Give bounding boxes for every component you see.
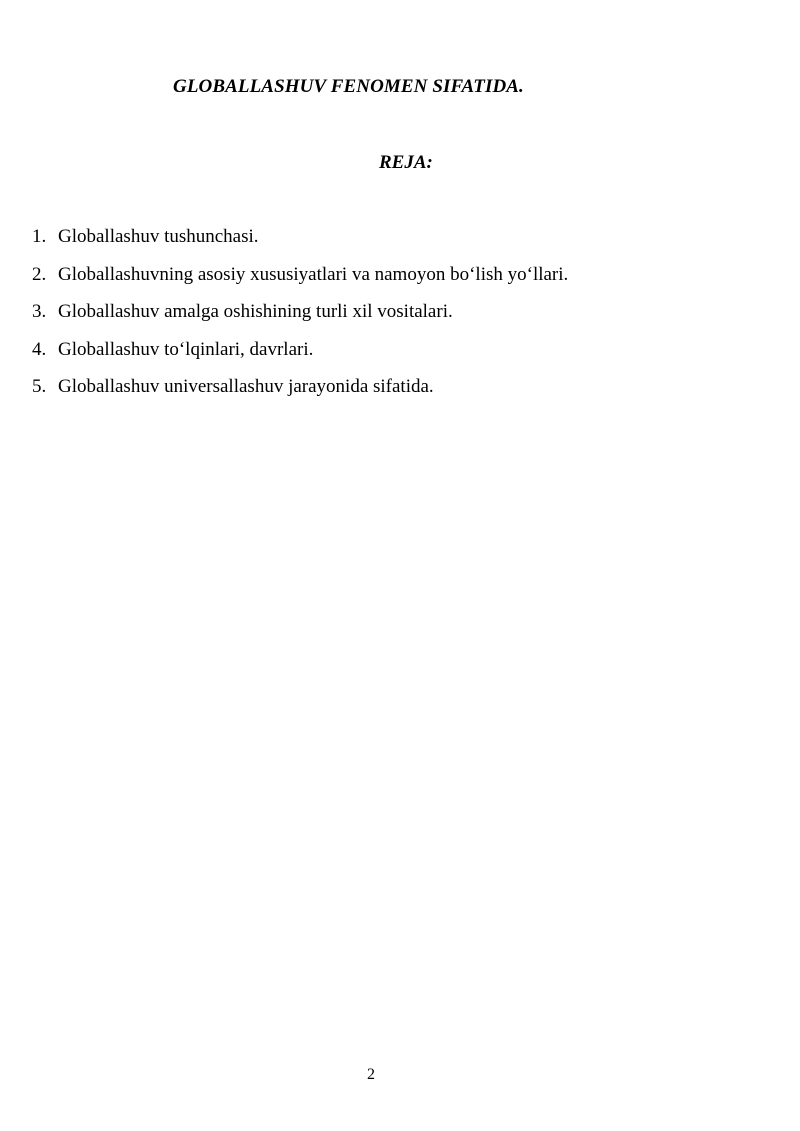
plan-item [32, 338, 568, 376]
plan-item-number: 2. [32, 263, 47, 285]
plan-item-text: Globallashuv universallashuv jarayonida sifatida. [58, 376, 434, 397]
plan-item-text: Globallashuv to‘lqinlari, davrlari. [58, 338, 314, 360]
document-title: GLOBALLASHUV FENOMEN SIFATIDA. [173, 76, 524, 97]
plan-item-number: 5. [32, 376, 47, 397]
plan-item [32, 263, 568, 301]
plan-item [32, 225, 568, 263]
plan-item-text: Globallashuvning asosiy xususiyatlari va namoyon bo‘lish yo‘llari. [58, 263, 569, 285]
plan-item-number: 4. [32, 338, 47, 360]
plan-item-text: Globallashuv amalga oshishining turli xil vositalari. [58, 301, 453, 322]
plan-item [32, 375, 568, 413]
plan-heading: REJA: [379, 152, 433, 173]
plan-item [32, 300, 568, 338]
plan-item-number: 1. [32, 226, 47, 247]
plan-list [32, 225, 568, 413]
page-number: 2 [367, 1066, 375, 1083]
plan-item-number: 3. [32, 301, 47, 322]
plan-item-text: Globallashuv tushunchasi. [58, 226, 259, 247]
